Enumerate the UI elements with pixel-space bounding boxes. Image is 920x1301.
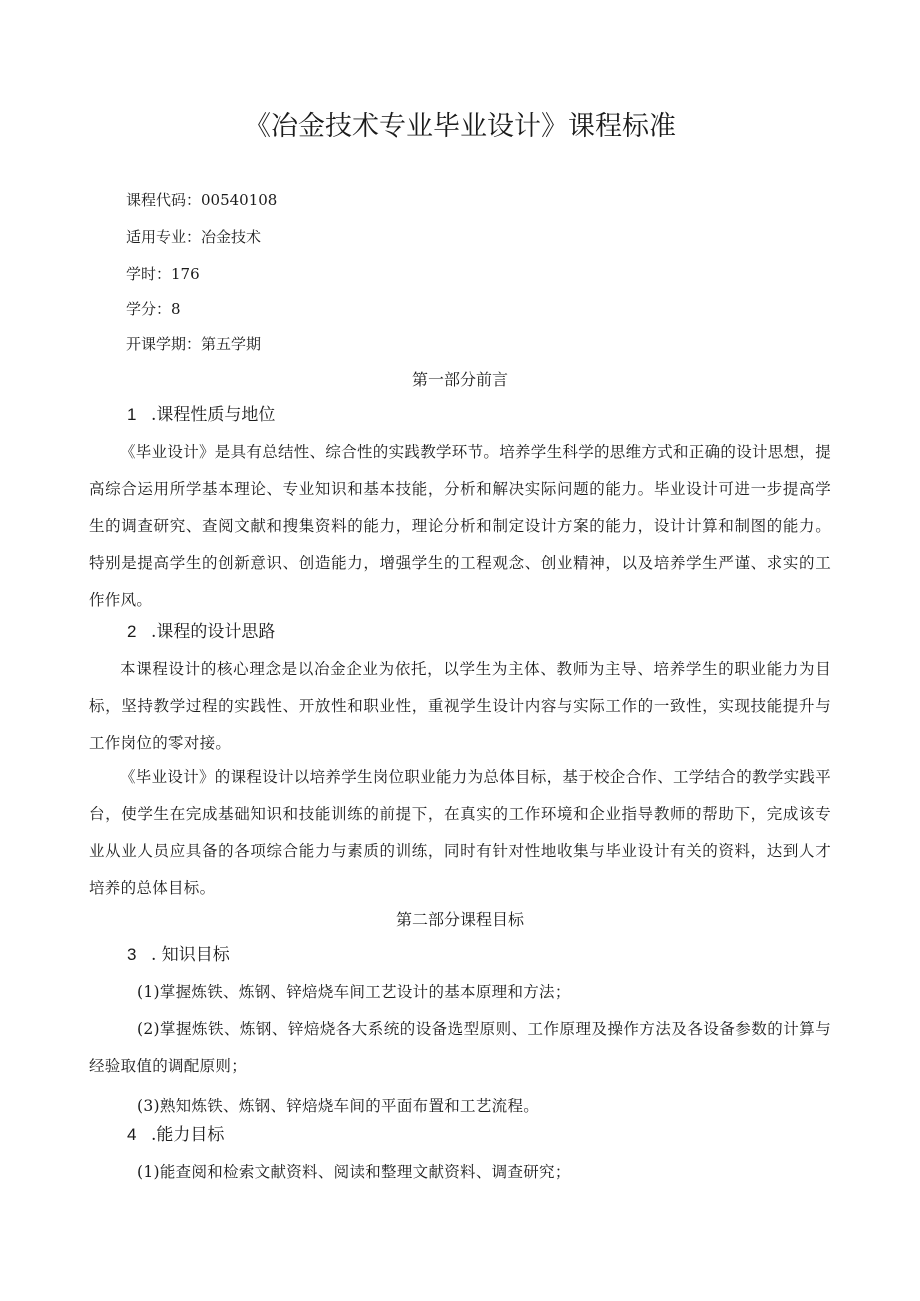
heading-1 (127, 403, 275, 427)
ability-item-1: (1)能查阅和检索文献资料、阅读和整理文献资料、调查研究； (137, 1163, 571, 1181)
document-title: 《冶金技术专业毕业设计》课程标准 (244, 111, 676, 142)
heading-4-number: 4 (127, 1125, 137, 1144)
heading-4 (127, 1123, 224, 1147)
meta-major: 适用专业：冶金技术 (126, 228, 262, 246)
paragraph-design-concept: 本课程设计的核心理念是以冶金企业为依托，以学生为主体、教师为主导、培养学生的职业能力为目标，坚持教学过程的实践性、开放性和职业性，重视学生设计内容与实际工作的一致性，实现技能提升与工作岗位的零对接。 (89, 660, 831, 752)
heading-2-label: .课程的设计思路 (151, 622, 276, 642)
heading-1-label: .课程性质与地位 (151, 405, 276, 425)
heading-3-number: 3 (127, 945, 137, 964)
part2-title: 第二部分课程目标 (395, 910, 524, 929)
heading-3 (127, 943, 230, 967)
meta-semester: 开课学期：第五学期 (126, 335, 262, 353)
part1-title: 第一部分前言 (411, 370, 508, 389)
knowledge-item-3: (3)熟知炼铁、炼钢、锌焙烧车间的平面布置和工艺流程。 (137, 1097, 540, 1115)
meta-course-code: 课程代码：00540108 (126, 191, 278, 209)
meta-credits: 学分：8 (126, 300, 181, 318)
paragraph-design-goal: 《毕业设计》的课程设计以培养学生岗位职业能力为总体目标，基于校企合作、工学结合的教学实践平台，使学生在完成基础知识和技能训练的前提下，在真实的工作环境和企业指导教师的帮助下，完成该专业从业人员应具备的各项综合能力与素质的训练，同时有针对性地收集与毕业设计有关的资料，达到人才培养的总体目标。 (89, 768, 832, 897)
knowledge-item-2: (2)掌握炼铁、炼钢、锌焙烧各大系统的设备选型原则、工作原理及操作方法及各设备参数的计算与经验取值的调配原则； (89, 1020, 831, 1075)
heading-4-label: .能力目标 (151, 1125, 225, 1145)
heading-2 (127, 620, 275, 644)
heading-1-number: 1 (127, 405, 137, 424)
knowledge-item-1: (1)掌握炼铁、炼钢、锌焙烧车间工艺设计的基本原理和方法； (137, 983, 571, 1001)
meta-hours: 学时：176 (126, 265, 200, 283)
heading-3-label: . 知识目标 (151, 945, 230, 965)
paragraph-course-nature: 《毕业设计》是具有总结性、综合性的实践教学环节。培养学生科学的思维方式和正确的设计思想，提高综合运用所学基本理论、专业知识和基本技能，分析和解决实际问题的能力。毕业设计可进一步提高学生的调查研究、查阅文献和搜集资料的能力，理论分析和制定设计方案的能力，设计计算和制图的能力。特别是提高学生的创新意识、创造能力，增强学生的工程观念、创业精神，以及培养学生严谨、求实的工作作风。 (89, 443, 832, 609)
heading-2-number: 2 (127, 622, 137, 641)
